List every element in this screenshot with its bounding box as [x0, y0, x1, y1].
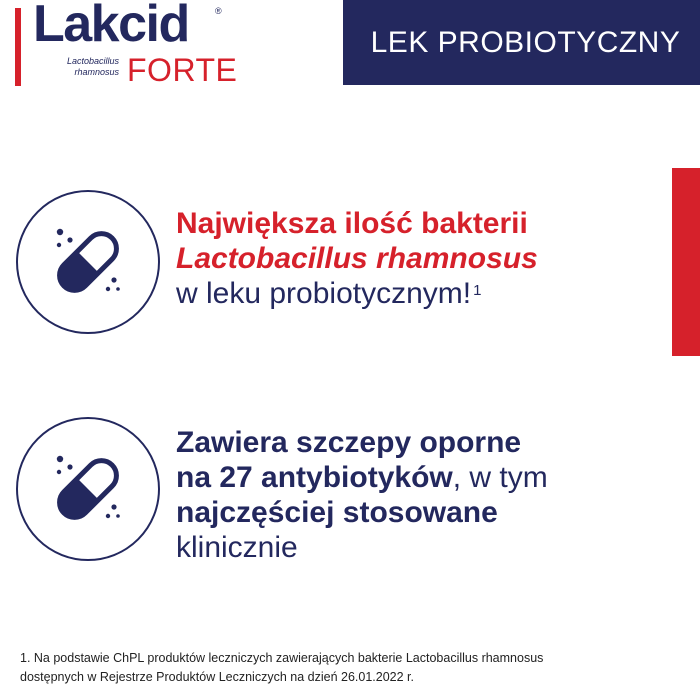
feature-1-line-2: Lactobacillus rhamnosus	[176, 242, 538, 275]
feature-text-1	[176, 206, 538, 311]
feature-2-line-4: klinicznie	[176, 531, 298, 564]
capsule-icon	[16, 417, 160, 561]
feature-2-line-1: Zawiera szczepy oporne	[176, 426, 522, 459]
header-badge	[343, 0, 700, 85]
brand-logo	[15, 0, 238, 88]
footnote	[20, 649, 680, 687]
capsule-icon-graphic	[18, 192, 158, 332]
feature-2-line-2-rest: , w tym	[452, 461, 548, 494]
feature-2-line-3: najczęściej stosowane	[176, 496, 498, 529]
logo-latin-name	[39, 56, 119, 78]
logo-brand-name: Lakcid	[33, 0, 189, 53]
feature-1-line-3	[176, 276, 538, 311]
feature-1-line-1: Największa ilość bakterii	[176, 207, 528, 240]
feature-2-line-2-bold: na 27 antybiotyków	[176, 461, 453, 494]
header-badge-text: LEK PROBIOTYCZNY	[370, 25, 681, 59]
feature-2-line-2	[176, 460, 548, 495]
side-accent-bar	[672, 168, 700, 356]
footnote-reference: 1	[473, 282, 482, 299]
logo-variant: FORTE	[127, 52, 238, 88]
capsule-icon	[16, 190, 160, 334]
logo-registered-mark: ®	[215, 6, 222, 16]
footnote-line-2: dostępnych w Rejestrze Produktów Leczniczych na dzień 26.01.2022 r.	[20, 670, 414, 684]
feature-text-2	[176, 425, 548, 565]
logo-accent-bar	[15, 8, 21, 86]
footnote-line-1: 1. Na podstawie ChPL produktów leczniczych zawierających bakterie Lactobacillus rhamnosus	[20, 651, 544, 665]
capsule-icon-graphic	[18, 419, 158, 559]
logo-latin-line-2: rhamnosus	[74, 67, 119, 77]
logo-latin-line-1: Lactobacillus	[66, 56, 119, 66]
feature-1-line-3-text: w leku probiotycznym!	[176, 277, 472, 310]
